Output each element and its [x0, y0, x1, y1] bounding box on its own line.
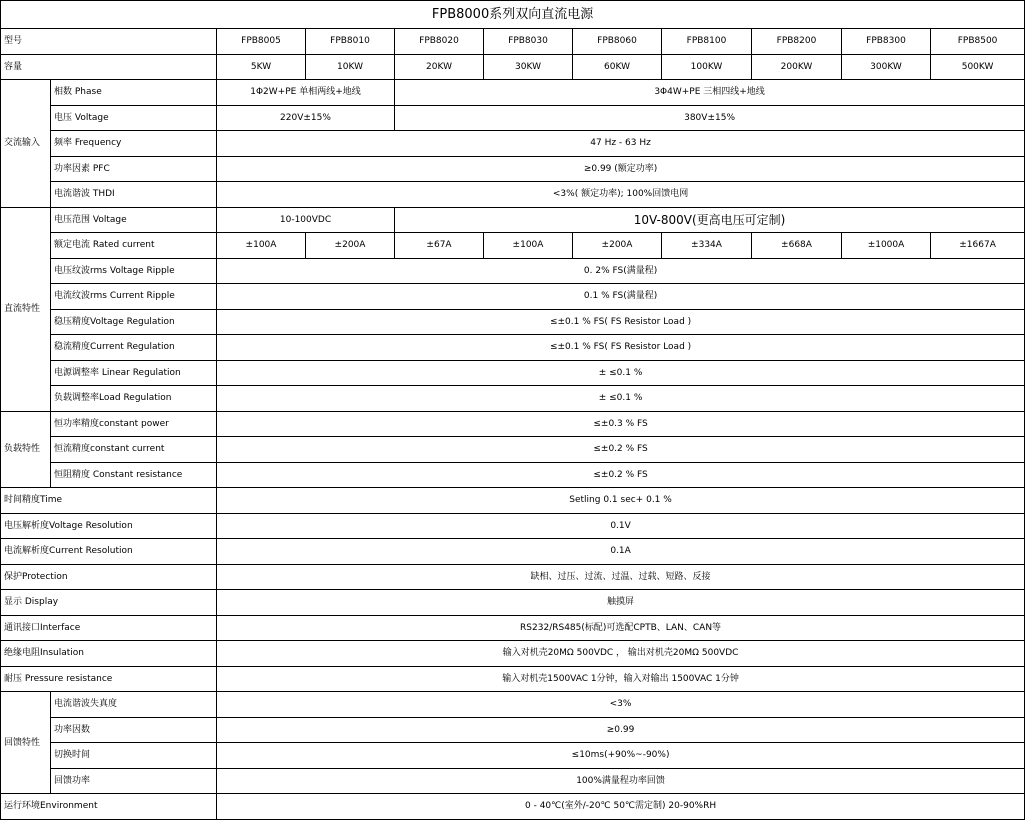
row-label: 电压纹波rms Voltage Ripple [51, 258, 217, 284]
value-cell: RS232/RS485(标配)可选配CPTB、LAN、CAN等 [217, 615, 1025, 641]
dc-rated-current-row [1, 233, 1025, 259]
row-label: 时间精度Time [1, 488, 217, 514]
value-cell: ± ≤0.1 % [217, 360, 1025, 386]
row-label: 绝缘电阻Insulation [1, 641, 217, 667]
capacity-cell: 10KW [306, 54, 395, 80]
value-cell: 输入对机壳20MΩ 500VDC ， 输出对机壳20MΩ 500VDC [217, 641, 1025, 667]
value-cell: 0.1V [217, 513, 1025, 539]
value-cell: 0.1 % FS(满量程) [217, 284, 1025, 310]
load-constant-power-row [1, 411, 1025, 437]
value-cell: 10-100VDC [217, 207, 395, 233]
value-cell: 0. 2% FS(满量程) [217, 258, 1025, 284]
table-title: FPB8000系列双向直流电源 [1, 1, 1025, 29]
row-label: 电压 Voltage [51, 105, 217, 131]
general-row [1, 564, 1025, 590]
load-group-label: 负载特性 [1, 411, 51, 488]
row-label: 频率 Frequency [51, 131, 217, 157]
dc-current-regulation-row [1, 335, 1025, 361]
row-label: 恒功率精度constant power [51, 411, 217, 437]
row-label: 电源调整率 Linear Regulation [51, 360, 217, 386]
capacity-label: 容量 [1, 54, 217, 80]
row-label: 切换时间 [51, 743, 217, 769]
current-cell: ±100A [484, 233, 573, 259]
value-cell: 缺相、过压、过流、过温、过载、短路、反接 [217, 564, 1025, 590]
model-cell: FPB8060 [573, 29, 662, 55]
dc-linear-regulation-row [1, 360, 1025, 386]
environment-row [1, 794, 1025, 820]
value-cell: 220V±15% [217, 105, 395, 131]
current-cell: ±668A [752, 233, 842, 259]
ac-pfc-row [1, 156, 1025, 182]
row-label: 功率因素 PFC [51, 156, 217, 182]
row-label: 通讯接口Interface [1, 615, 217, 641]
row-label: 电流纹波rms Current Ripple [51, 284, 217, 310]
row-label: 电流谐波 THDI [51, 182, 217, 208]
row-label: 相数 Phase [51, 80, 217, 106]
feedback-row [1, 743, 1025, 769]
row-label: 额定电流 Rated current [51, 233, 217, 259]
model-cell: FPB8010 [306, 29, 395, 55]
dc-current-ripple-row [1, 284, 1025, 310]
load-constant-resistance-row [1, 462, 1025, 488]
capacity-cell: 100KW [662, 54, 752, 80]
dc-voltage-ripple-row [1, 258, 1025, 284]
value-cell: Setling 0.1 sec+ 0.1 % [217, 488, 1025, 514]
current-cell: ±1667A [931, 233, 1025, 259]
row-label: 回馈功率 [51, 768, 217, 794]
value-cell: 3Φ4W+PE 三相四线+地线 [395, 80, 1025, 106]
model-cell: FPB8005 [217, 29, 306, 55]
general-row [1, 666, 1025, 692]
capacity-cell: 200KW [752, 54, 842, 80]
capacity-cell: 30KW [484, 54, 573, 80]
capacity-cell: 300KW [842, 54, 931, 80]
ac-frequency-row [1, 131, 1025, 157]
row-label: 电流谐波失真度 [51, 692, 217, 718]
dc-voltage-range-row [1, 207, 1025, 233]
row-label: 保护Protection [1, 564, 217, 590]
capacity-cell: 20KW [395, 54, 484, 80]
model-cell: FPB8030 [484, 29, 573, 55]
capacity-cell: 5KW [217, 54, 306, 80]
feedback-group-label: 回馈特性 [1, 692, 51, 794]
row-label: 负载调整率Load Regulation [51, 386, 217, 412]
value-cell: ≤±0.2 % FS [217, 462, 1025, 488]
general-row [1, 488, 1025, 514]
ac-voltage-row [1, 105, 1025, 131]
row-label: 电压解析度Voltage Resolution [1, 513, 217, 539]
value-cell: ≥0.99 [217, 717, 1025, 743]
title-row [1, 1, 1025, 29]
load-constant-current-row [1, 437, 1025, 463]
value-cell: ≤±0.2 % FS [217, 437, 1025, 463]
dc-voltage-regulation-row [1, 309, 1025, 335]
current-cell: ±67A [395, 233, 484, 259]
value-cell: <3% [217, 692, 1025, 718]
ac-phase-row [1, 80, 1025, 106]
capacity-cell: 60KW [573, 54, 662, 80]
value-cell: 输入对机壳1500VAC 1分钟，输入对输出 1500VAC 1分钟 [217, 666, 1025, 692]
row-label: 电流解析度Current Resolution [1, 539, 217, 565]
general-row [1, 615, 1025, 641]
feedback-row [1, 692, 1025, 718]
row-label: 稳压精度Voltage Regulation [51, 309, 217, 335]
general-row [1, 590, 1025, 616]
row-label: 恒流精度constant current [51, 437, 217, 463]
model-cell: FPB8500 [931, 29, 1025, 55]
feedback-row [1, 717, 1025, 743]
value-cell: ≤±0.1 % FS( FS Resistor Load ) [217, 309, 1025, 335]
current-cell: ±334A [662, 233, 752, 259]
general-row [1, 539, 1025, 565]
value-cell: ≤±0.1 % FS( FS Resistor Load ) [217, 335, 1025, 361]
row-label: 稳流精度Current Regulation [51, 335, 217, 361]
current-cell: ±200A [306, 233, 395, 259]
value-cell: ± ≤0.1 % [217, 386, 1025, 412]
current-cell: ±1000A [842, 233, 931, 259]
feedback-row [1, 768, 1025, 794]
value-cell: 100%满量程功率回馈 [217, 768, 1025, 794]
value-cell: 47 Hz - 63 Hz [217, 131, 1025, 157]
dc-load-regulation-row [1, 386, 1025, 412]
model-row [1, 29, 1025, 55]
value-cell: 10V-800V(更高电压可定制) [395, 207, 1025, 233]
capacity-row [1, 54, 1025, 80]
model-cell: FPB8100 [662, 29, 752, 55]
value-cell: 触摸屏 [217, 590, 1025, 616]
value-cell: 380V±15% [395, 105, 1025, 131]
model-label: 型号 [1, 29, 217, 55]
row-label: 显示 Display [1, 590, 217, 616]
value-cell: <3%( 额定功率); 100%回馈电网 [217, 182, 1025, 208]
value-cell: 0.1A [217, 539, 1025, 565]
ac-input-group-label: 交流输入 [1, 80, 51, 208]
row-label: 功率因数 [51, 717, 217, 743]
general-row [1, 641, 1025, 667]
dc-group-label: 直流特性 [1, 207, 51, 411]
row-label: 电压范围 Voltage [51, 207, 217, 233]
value-cell: 1Φ2W+PE 单相两线+地线 [217, 80, 395, 106]
current-cell: ±100A [217, 233, 306, 259]
value-cell: ≤10ms(+90%~-90%) [217, 743, 1025, 769]
model-cell: FPB8020 [395, 29, 484, 55]
general-row [1, 513, 1025, 539]
model-cell: FPB8200 [752, 29, 842, 55]
row-label: 耐压 Pressure resistance [1, 666, 217, 692]
value-cell: ≥0.99 (额定功率) [217, 156, 1025, 182]
current-cell: ±200A [573, 233, 662, 259]
model-cell: FPB8300 [842, 29, 931, 55]
row-label: 运行环境Environment [1, 794, 217, 820]
value-cell: ≤±0.3 % FS [217, 411, 1025, 437]
ac-thdi-row [1, 182, 1025, 208]
row-label: 恒阻精度 Constant resistance [51, 462, 217, 488]
capacity-cell: 500KW [931, 54, 1025, 80]
value-cell: 0 - 40℃(室外/-20℃ 50℃需定制) 20-90%RH [217, 794, 1025, 820]
